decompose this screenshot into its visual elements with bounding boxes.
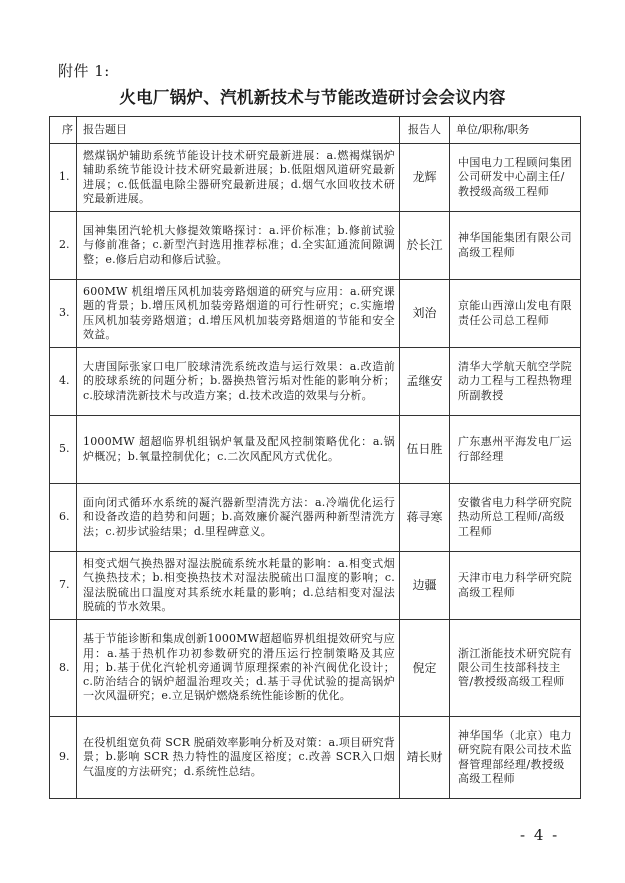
table-row (50, 620, 581, 717)
speaker-name: 倪定 (400, 620, 450, 717)
row-number: 6. (50, 484, 77, 552)
table-row (50, 717, 581, 799)
speaker-name: 孟继安 (400, 348, 450, 416)
speaker-affiliation: 神华国能集团有限公司高级工程师 (450, 212, 581, 280)
speaker-affiliation: 浙江浙能技术研究院有限公司生技部科技主管/教授级高级工程师 (450, 620, 581, 717)
header-affiliation: 单位/职称/职务 (450, 117, 581, 144)
header-speaker: 报告人 (400, 117, 450, 144)
report-topic: 燃煤锅炉辅助系统节能设计技术研究最新进展：a.燃褐煤锅炉辅助系统节能设计技术研究最新进展；b.低阻烟风道研究最新进展；c.低低温电除尘器研究最新进展；d.烟气水回收技术研究最新进展。 (77, 144, 400, 212)
speaker-name: 边疆 (400, 552, 450, 620)
table-row (50, 552, 581, 620)
report-topic: 600MW 机组增压风机加装旁路烟道的研究与应用：a.研究课题的背景；b.增压风机加装旁路烟道的可行性研究；c.实施增压风机加装旁路烟道；d.增压风机加装旁路烟道的节能和安全效益。 (77, 280, 400, 348)
row-number: 2. (50, 212, 77, 280)
row-number: 3. (50, 280, 77, 348)
speaker-name: 於长江 (400, 212, 450, 280)
report-topic: 基于节能诊断和集成创新1000MW超超临界机组提效研究与应用：a.基于热机作功初参数研究的滑压运行控制策略及其应用；b.基于优化汽轮机旁通调节原理探索的补汽阀优化设计；c.防治结合的锅炉超温治理攻关；d.基于寻优试验的提高锅炉一次风温研究；e.立足锅炉燃烧系统性能诊断的优化。 (77, 620, 400, 717)
speaker-affiliation: 神华国华（北京）电力研究院有限公司技术监督管理部经理/教授级高级工程师 (450, 717, 581, 799)
table-row (50, 348, 581, 416)
report-topic: 面向闭式循环水系统的凝汽器新型清洗方法：a.冷端优化运行和设备改造的趋势和问题；b.高效廉价凝汽器两种新型清洗方法；c.初步试验结果；d.里程碑意义。 (77, 484, 400, 552)
row-number: 1. (50, 144, 77, 212)
report-topic: 大唐国际张家口电厂胶球清洗系统改造与运行效果：a.改造前的胶球系统的问题分析；b.器换热管污垢对性能的影响分析；c.胶球清洗新技术与改造方案；d.技术改造的效果与分析。 (77, 348, 400, 416)
row-number: 7. (50, 552, 77, 620)
row-number: 5. (50, 416, 77, 484)
report-topic: 国神集团汽轮机大修提效策略探讨：a.评价标准；b.修前试验与修前准备；c.新型汽封选用推荐标准；d.全实缸通流间隙调整；e.修后启动和修后试验。 (77, 212, 400, 280)
table-row (50, 144, 581, 212)
table-row (50, 212, 581, 280)
report-topic: 1000MW 超超临界机组锅炉氧量及配风控制策略优化：a.锅炉概况；b.氧量控制优化；c.二次风配风方式优化。 (77, 416, 400, 484)
speaker-affiliation: 京能山西漳山发电有限责任公司总工程师 (450, 280, 581, 348)
table-header-row (50, 117, 581, 144)
speaker-name: 刘治 (400, 280, 450, 348)
speaker-affiliation: 中国电力工程顾问集团公司研发中心副主任/教授级高级工程师 (450, 144, 581, 212)
speaker-name: 龙辉 (400, 144, 450, 212)
speaker-affiliation: 清华大学航天航空学院动力工程与工程热物理所副教授 (450, 348, 581, 416)
document-title: 火电厂锅炉、汽机新技术与节能改造研讨会会议内容 (119, 88, 506, 107)
table-row (50, 484, 581, 552)
row-number: 8. (50, 620, 77, 717)
agenda-table (49, 116, 581, 799)
row-number: 4. (50, 348, 77, 416)
table-row (50, 280, 581, 348)
header-number: 序 (50, 117, 77, 144)
report-topic: 相变式烟气换热器对湿法脱硫系统水耗量的影响：a.相变式烟气换热技术；b.相变换热技术对湿法脱硫出口温度的影响；c.湿法脱硫出口温度对其系统水耗量的影响；d.总结相变对湿法脱硫的节水效果。 (77, 552, 400, 620)
header-topic: 报告题目 (77, 117, 400, 144)
speaker-name: 蒋寻寒 (400, 484, 450, 552)
speaker-name: 伍日胜 (400, 416, 450, 484)
row-number: 9. (50, 717, 77, 799)
speaker-name: 靖长财 (400, 717, 450, 799)
page-number: - 4 - (520, 826, 560, 844)
speaker-affiliation: 广东惠州平海发电厂运行部经理 (450, 416, 581, 484)
annex-label: 附件 1: (58, 62, 110, 80)
table-row (50, 416, 581, 484)
report-topic: 在役机组宽负荷 SCR 脱硝效率影响分析及对策：a.项目研究背景；b.影响 SCR 热力特性的温度区裕度；c.改善 SCR入口烟气温度的方法研究；d.系统性总结。 (77, 717, 400, 799)
speaker-affiliation: 天津市电力科学研究院高级工程师 (450, 552, 581, 620)
speaker-affiliation: 安徽省电力科学研究院热动所总工程师/高级工程师 (450, 484, 581, 552)
